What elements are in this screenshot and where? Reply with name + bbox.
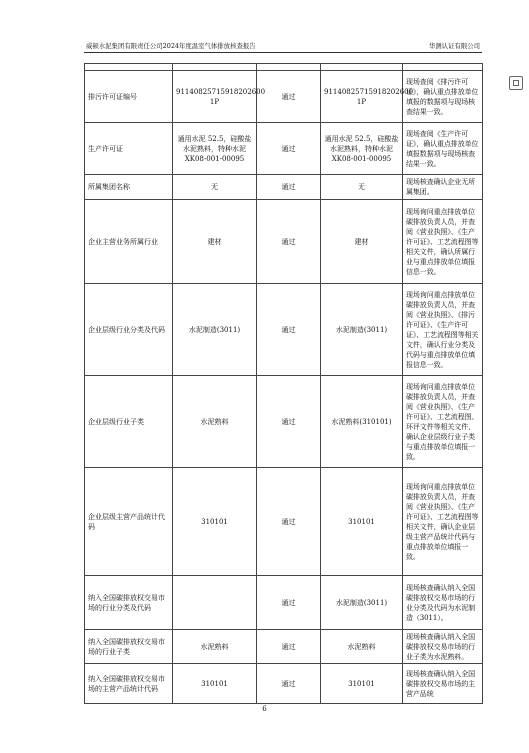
table-row	[85, 576, 483, 630]
cell-result: 通过	[257, 175, 321, 200]
cell-verified: 水泥熟料(310101)	[321, 376, 403, 468]
cell-verified: 无	[321, 175, 403, 200]
cell-verified: 310101	[321, 468, 403, 576]
cell-reported: 通用水泥 52.5，硅酸盐水泥熟料，特种水泥 XK08-001-00095	[173, 123, 257, 175]
cell-item: 排污许可证编号	[85, 71, 173, 123]
cell-verified: 310101	[321, 664, 403, 704]
cell-result: 通过	[257, 468, 321, 576]
verification-table	[84, 63, 483, 704]
cell-reported	[173, 64, 257, 71]
cell-item: 生产许可证	[85, 123, 173, 175]
cell-verified: 水泥制造(3011)	[321, 284, 403, 376]
cell-method: 现场询问重点排放单位碳排放负责人员，并查阅《营业执照》、《生产许可证》、工艺流程图等相关文件，确认所属行业与重点排放单位填报信息一致。	[403, 200, 483, 284]
cell-item: 纳入全国碳排放权交易市场的主营产品统计代码	[85, 664, 173, 704]
table-row	[85, 64, 483, 71]
cell-verified: 通用水泥 52.5，硅酸盐水泥熟料，特种水泥 XK08-001-00095	[321, 123, 403, 175]
cell-method: 现场查阅《排污许可证》，确认重点排放单位填报的数据项与现场核查结果一致。	[403, 71, 483, 123]
cell-item: 纳入全国碳排放权交易市场的行业分类及代码	[85, 576, 173, 630]
table-row	[85, 376, 483, 468]
cell-reported: 91140825715918202600 1P	[173, 71, 257, 123]
cell-result: 通过	[257, 664, 321, 704]
cell-result: 通过	[257, 123, 321, 175]
cell-method: 现场询问重点排放单位碳排放负责人员，并查阅《营业执照》、《排污许可证》、《生产许可证》、工艺流程图等相关文件，确认行业分类及代码与重点排放单位填报信息一致。	[403, 284, 483, 376]
table-row	[85, 175, 483, 200]
table-row	[85, 664, 483, 704]
cell-reported	[173, 576, 257, 630]
cell-result: 通过	[257, 284, 321, 376]
cell-reported: 建材	[173, 200, 257, 284]
cell-result	[257, 64, 321, 71]
cell-item	[85, 64, 173, 71]
cell-reported: 310101	[173, 468, 257, 576]
cell-item: 企业层级行业子类	[85, 376, 173, 468]
cell-item: 纳入全国碳排放权交易市场的行业子类	[85, 630, 173, 664]
cell-verified	[321, 64, 403, 71]
cell-method: 现场核查确认纳入全国碳排放权交易市场的行业分类及代码为水泥制造（3011）。	[403, 576, 483, 630]
table-row	[85, 468, 483, 576]
cell-method: 现场询问重点排放单位碳排放负责人员，并查阅《营业执照》、《生产许可证》、工艺流程图、环评文件等相关文件，确认企业层级行业子类与重点排放单位填报一致。	[403, 376, 483, 468]
table-row	[85, 200, 483, 284]
side-toolbar-icon[interactable]	[509, 76, 523, 90]
cell-result: 通过	[257, 376, 321, 468]
cell-result: 通过	[257, 200, 321, 284]
cell-reported: 水泥熟料	[173, 630, 257, 664]
table-row	[85, 284, 483, 376]
cell-reported: 水泥熟料	[173, 376, 257, 468]
cell-result: 通过	[257, 576, 321, 630]
cell-item: 所属集团名称	[85, 175, 173, 200]
cell-method	[403, 64, 483, 71]
cell-method: 现场核查确认纳入全国碳排放权交易市场的行业子类为水泥熟料。	[403, 630, 483, 664]
cell-item: 企业层级行业分类及代码	[85, 284, 173, 376]
cell-reported: 310101	[173, 664, 257, 704]
cell-item: 企业层级主营产品统计代码	[85, 468, 173, 576]
cell-reported: 无	[173, 175, 257, 200]
header-left: 威顿水泥集团有限责任公司2024年度温室气体排放核查报告	[86, 42, 256, 50]
header-rule	[84, 52, 482, 53]
cell-method: 现场核查确认纳入全国碳排放权交易市场的主营产品统	[403, 664, 483, 704]
cell-reported: 水泥制造(3011)	[173, 284, 257, 376]
table-row	[85, 71, 483, 123]
table-row	[85, 123, 483, 175]
cell-method: 现场核查确认企业无所属集团。	[403, 175, 483, 200]
cell-verified: 水泥制造(3011)	[321, 576, 403, 630]
cell-result: 通过	[257, 71, 321, 123]
cell-method: 现场查阅《生产许可证》，确认重点排放单位填报数据项与现场核查结果一致。	[403, 123, 483, 175]
cell-verified: 水泥熟料	[321, 630, 403, 664]
cell-result: 通过	[257, 630, 321, 664]
cell-item: 企业主营业务所属行业	[85, 200, 173, 284]
header-right: 华测认证有限公司	[428, 42, 480, 50]
page-number: 6	[262, 705, 267, 713]
table-row	[85, 630, 483, 664]
cell-verified: 91140825715918202600 1P	[321, 71, 403, 123]
cell-method: 现场询问重点排放单位碳排放负责人员，并查阅《营业执照》、《生产许可证》、工艺流程图等相关文件，确认企业层级主营产品统计代码与重点排放单位填报一致。	[403, 468, 483, 576]
cell-verified: 建材	[321, 200, 403, 284]
